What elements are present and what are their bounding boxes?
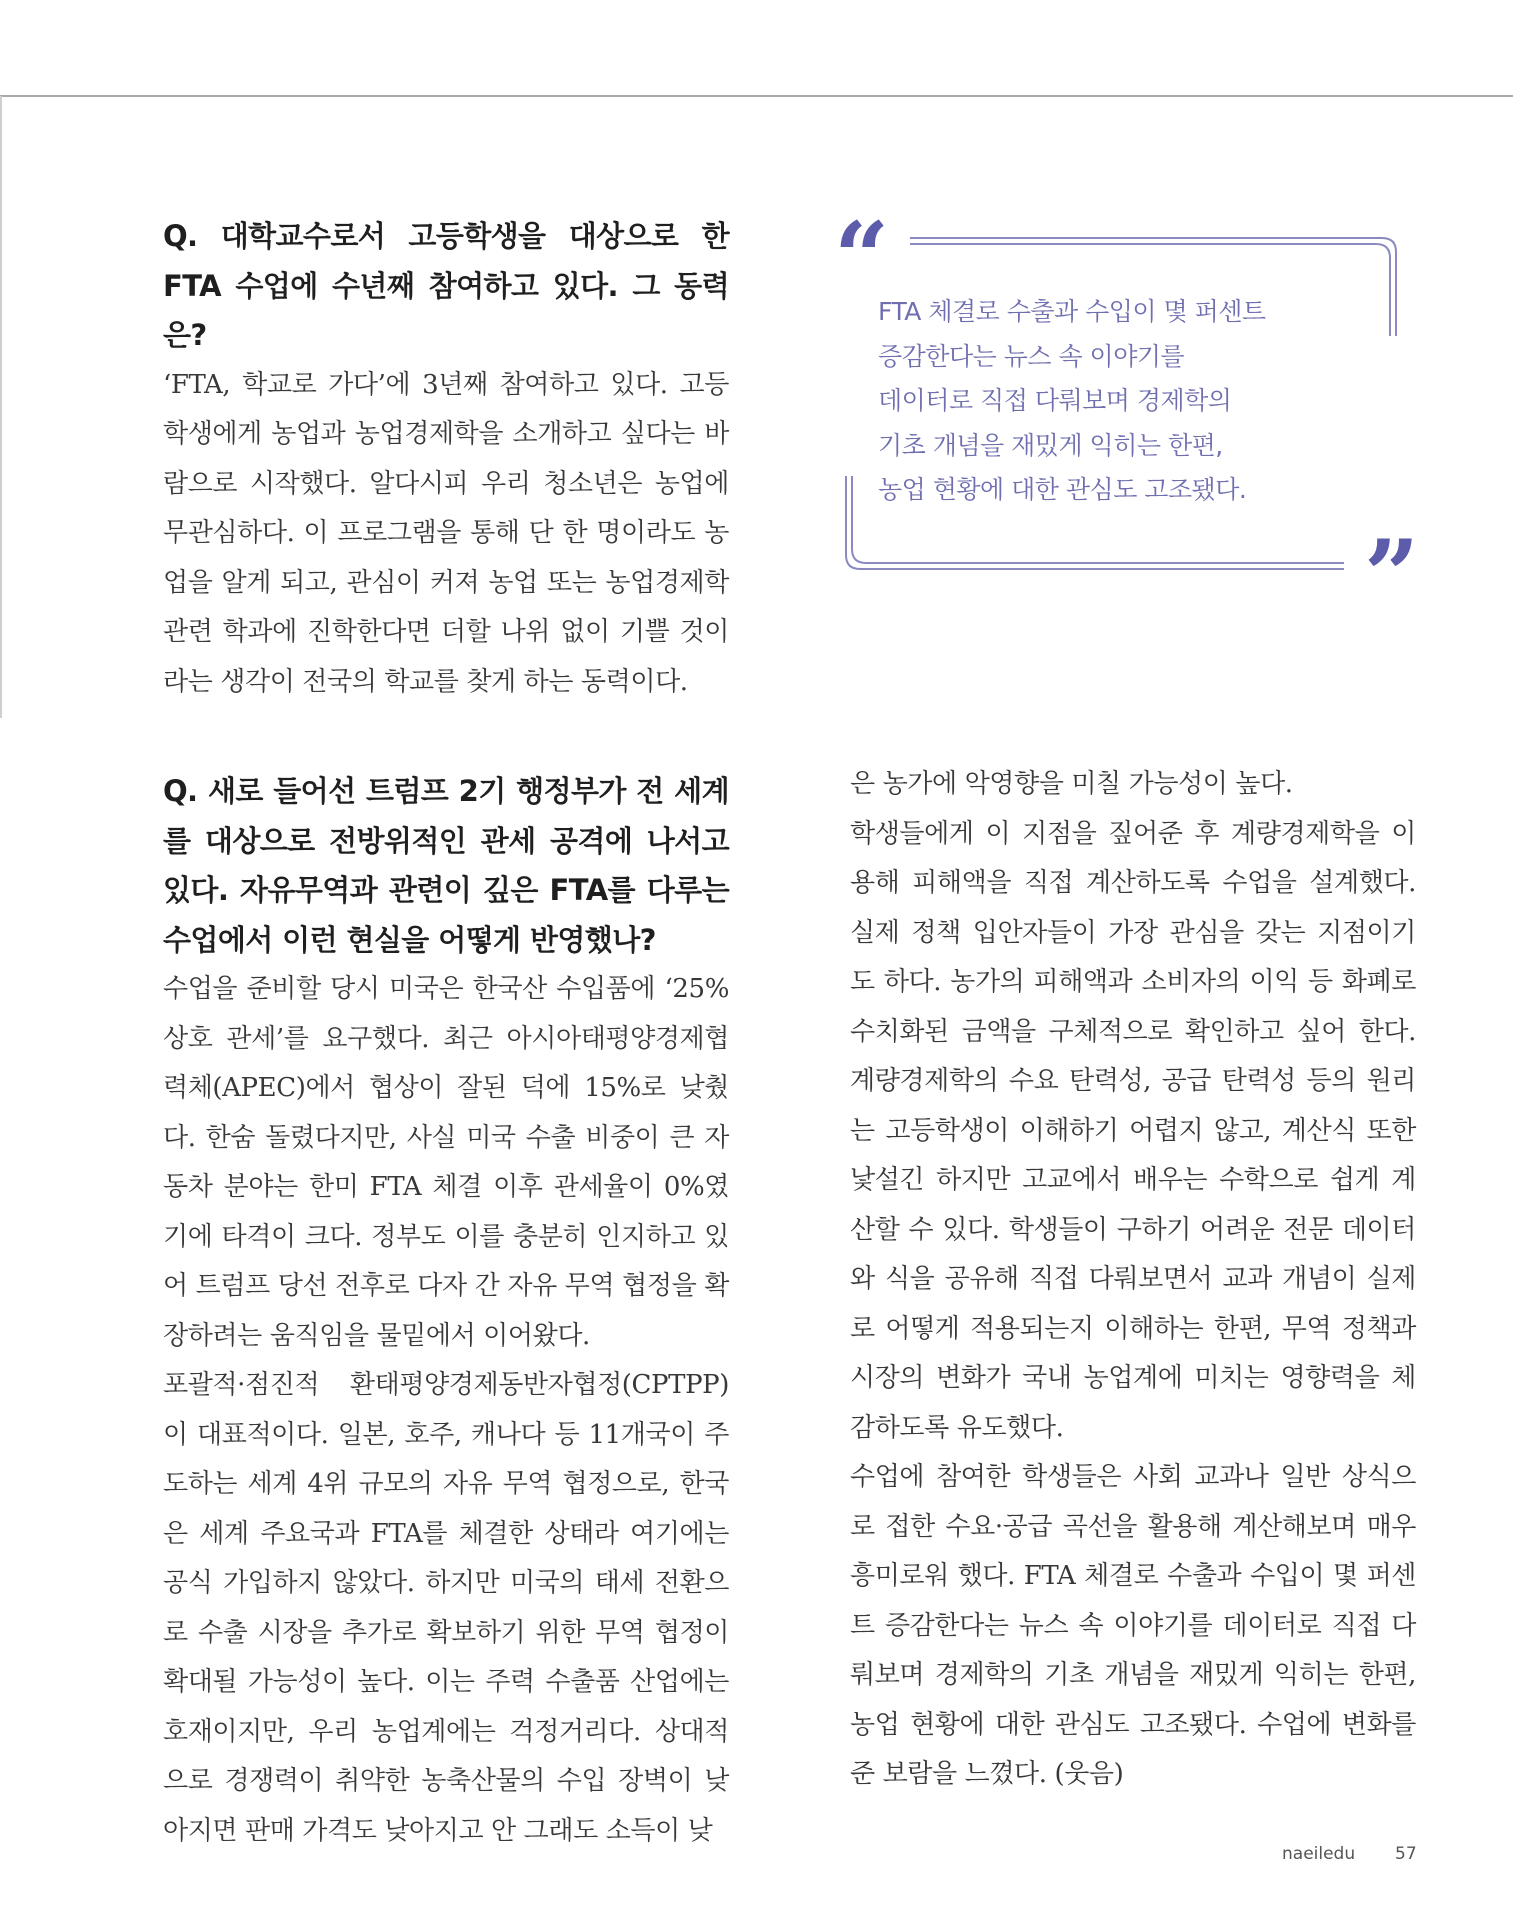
pull-quote-line: FTA 체결로 수출과 수입이 몇 퍼센트 — [878, 297, 1266, 326]
left-edge-rule — [0, 96, 2, 718]
footer-brand: naeiledu — [1282, 1844, 1356, 1864]
top-rule — [0, 95, 1513, 97]
pull-quote — [834, 201, 1420, 632]
question-1-answer: ‘FTA, 학교로 가다’에 3년째 참여하고 있다. 고등학생에게 농업과 농업경제학을 소개하고 싶다는 바람으로 시작했다. 알다시피 우리 청소년은 농업에 무관심하다. 이 프로그램을 통해 단 한 명이라도 농업을 알게 되고, 관심이 커져 농업 또는 농업경제학 관련 학과에 진학한다면 더할 나위 없이 기쁠 것이라는 생각이 전국의 학교를 찾게 하는 동력이다. — [163, 369, 729, 697]
right-para-3: 수업에 참여한 학생들은 사회 교과나 일반 상식으로 접한 수요·공급 곡선을 활용해 계산해보며 매우 흥미로워 했다. FTA 체결로 수출과 수입이 몇 퍼센트 증감한다는 뉴스 속 이야기를 데이터로 직접 다뤄보며 경제학의 기초 개념을 재밌게 익히는 한편, 농업 현황에 대한 관심도 고조됐다. 수업에 변화를 준 보람을 느꼈다. (웃음) — [850, 1462, 1416, 1789]
pull-quote-line: 기초 개념을 재밌게 익히는 한편, — [878, 430, 1223, 460]
close-quote-icon: ” — [1364, 519, 1420, 632]
question-2-answer-para-2: 포괄적·점진적 환태평양경제동반자협정(CPTPP)이 대표적이다. 일본, 호주, 캐나다 등 11개국이 주도하는 세계 4위 규모의 자유 무역 협정으로, 한국은 세계 주요국과 FTA를 체결한 상태라 여기에는 공식 가입하지 않았다. 하지만 미국의 태세 전환으로 수출 시장을 추가로 확보하기 위한 무역 협정이 확대될 가능성이 높다. 이는 주력 수출품 산업에는 호재이지만, 우리 농업계에는 걱정거리다. 상대적으로 경쟁력이 취약한 농축산물의 수입 장벽이 낮아지면 판매 가격도 낮아지고 안 그래도 소득이 낮 — [163, 1370, 729, 1846]
open-quote-icon: “ — [834, 201, 890, 314]
pull-quote-line: 증감한다는 뉴스 속 이야기를 — [878, 341, 1185, 371]
pull-quote-line: 데이터로 직접 다뤄보며 경제학의 — [878, 386, 1232, 415]
left-column — [163, 212, 729, 1856]
pull-quote-text — [878, 290, 1338, 513]
page-number: 57 — [1395, 1844, 1417, 1864]
pull-quote-line: 농업 현황에 대한 관심도 고조됐다. — [878, 475, 1247, 504]
right-para-1: 은 농가에 악영향을 미칠 가능성이 높다. — [850, 769, 1293, 799]
question-2-heading: Q. 새로 들어선 트럼프 2기 행정부가 전 세계를 대상으로 전방위적인 관세 공격에 나서고 있다. 자유무역과 관련이 깊은 FTA를 다루는 수업에서 이런 현실을 어떻게 반영했나? — [163, 774, 729, 957]
section-gap — [163, 707, 729, 767]
right-para-2: 학생들에게 이 지점을 짚어준 후 계량경제학을 이용해 피해액을 직접 계산하도록 수업을 설계했다. 실제 정책 입안자들이 가장 관심을 갖는 지점이기도 하다. 농가의 피해액과 소비자의 이익 등 화폐로 수치화된 금액을 구체적으로 확인하고 싶어 한다. 계량경제학의 수요 탄력성, 공급 탄력성 등의 원리는 고등학생이 이해하기 어렵지 않고, 계산식 또한 낯설긴 하지만 고교에서 배우는 수학으로 쉽게 계산할 수 있다. 학생들이 구하기 어려운 전문 데이터와 식을 공유해 직접 다뤄보면서 교과 개념이 실제로 어떻게 적용되는지 이해하는 한편, 무역 정책과 시장의 변화가 국내 농업계에 미치는 영향력을 체감하도록 유도했다. — [850, 818, 1416, 1443]
question-1-heading: Q. 대학교수로서 고등학생을 대상으로 한 FTA 수업에 수년째 참여하고 있다. 그 동력은? — [163, 219, 729, 352]
right-column — [850, 760, 1416, 1800]
question-2-answer-para-1: 수업을 준비할 당시 미국은 한국산 수입품에 ‘25% 상호 관세’를 요구했다. 최근 아시아태평양경제협력체(APEC)에서 협상이 잘된 덕에 15%로 낮췄다. 한숨 돌렸다지만, 사실 미국 수출 비중이 큰 자동차 분야는 한미 FTA 체결 이후 관세율이 0%였기에 타격이 크다. 정부도 이를 충분히 인지하고 있어 트럼프 당선 전후로 다자 간 자유 무역 협정을 확장하려는 움직임을 물밑에서 이어왔다. — [163, 974, 729, 1351]
